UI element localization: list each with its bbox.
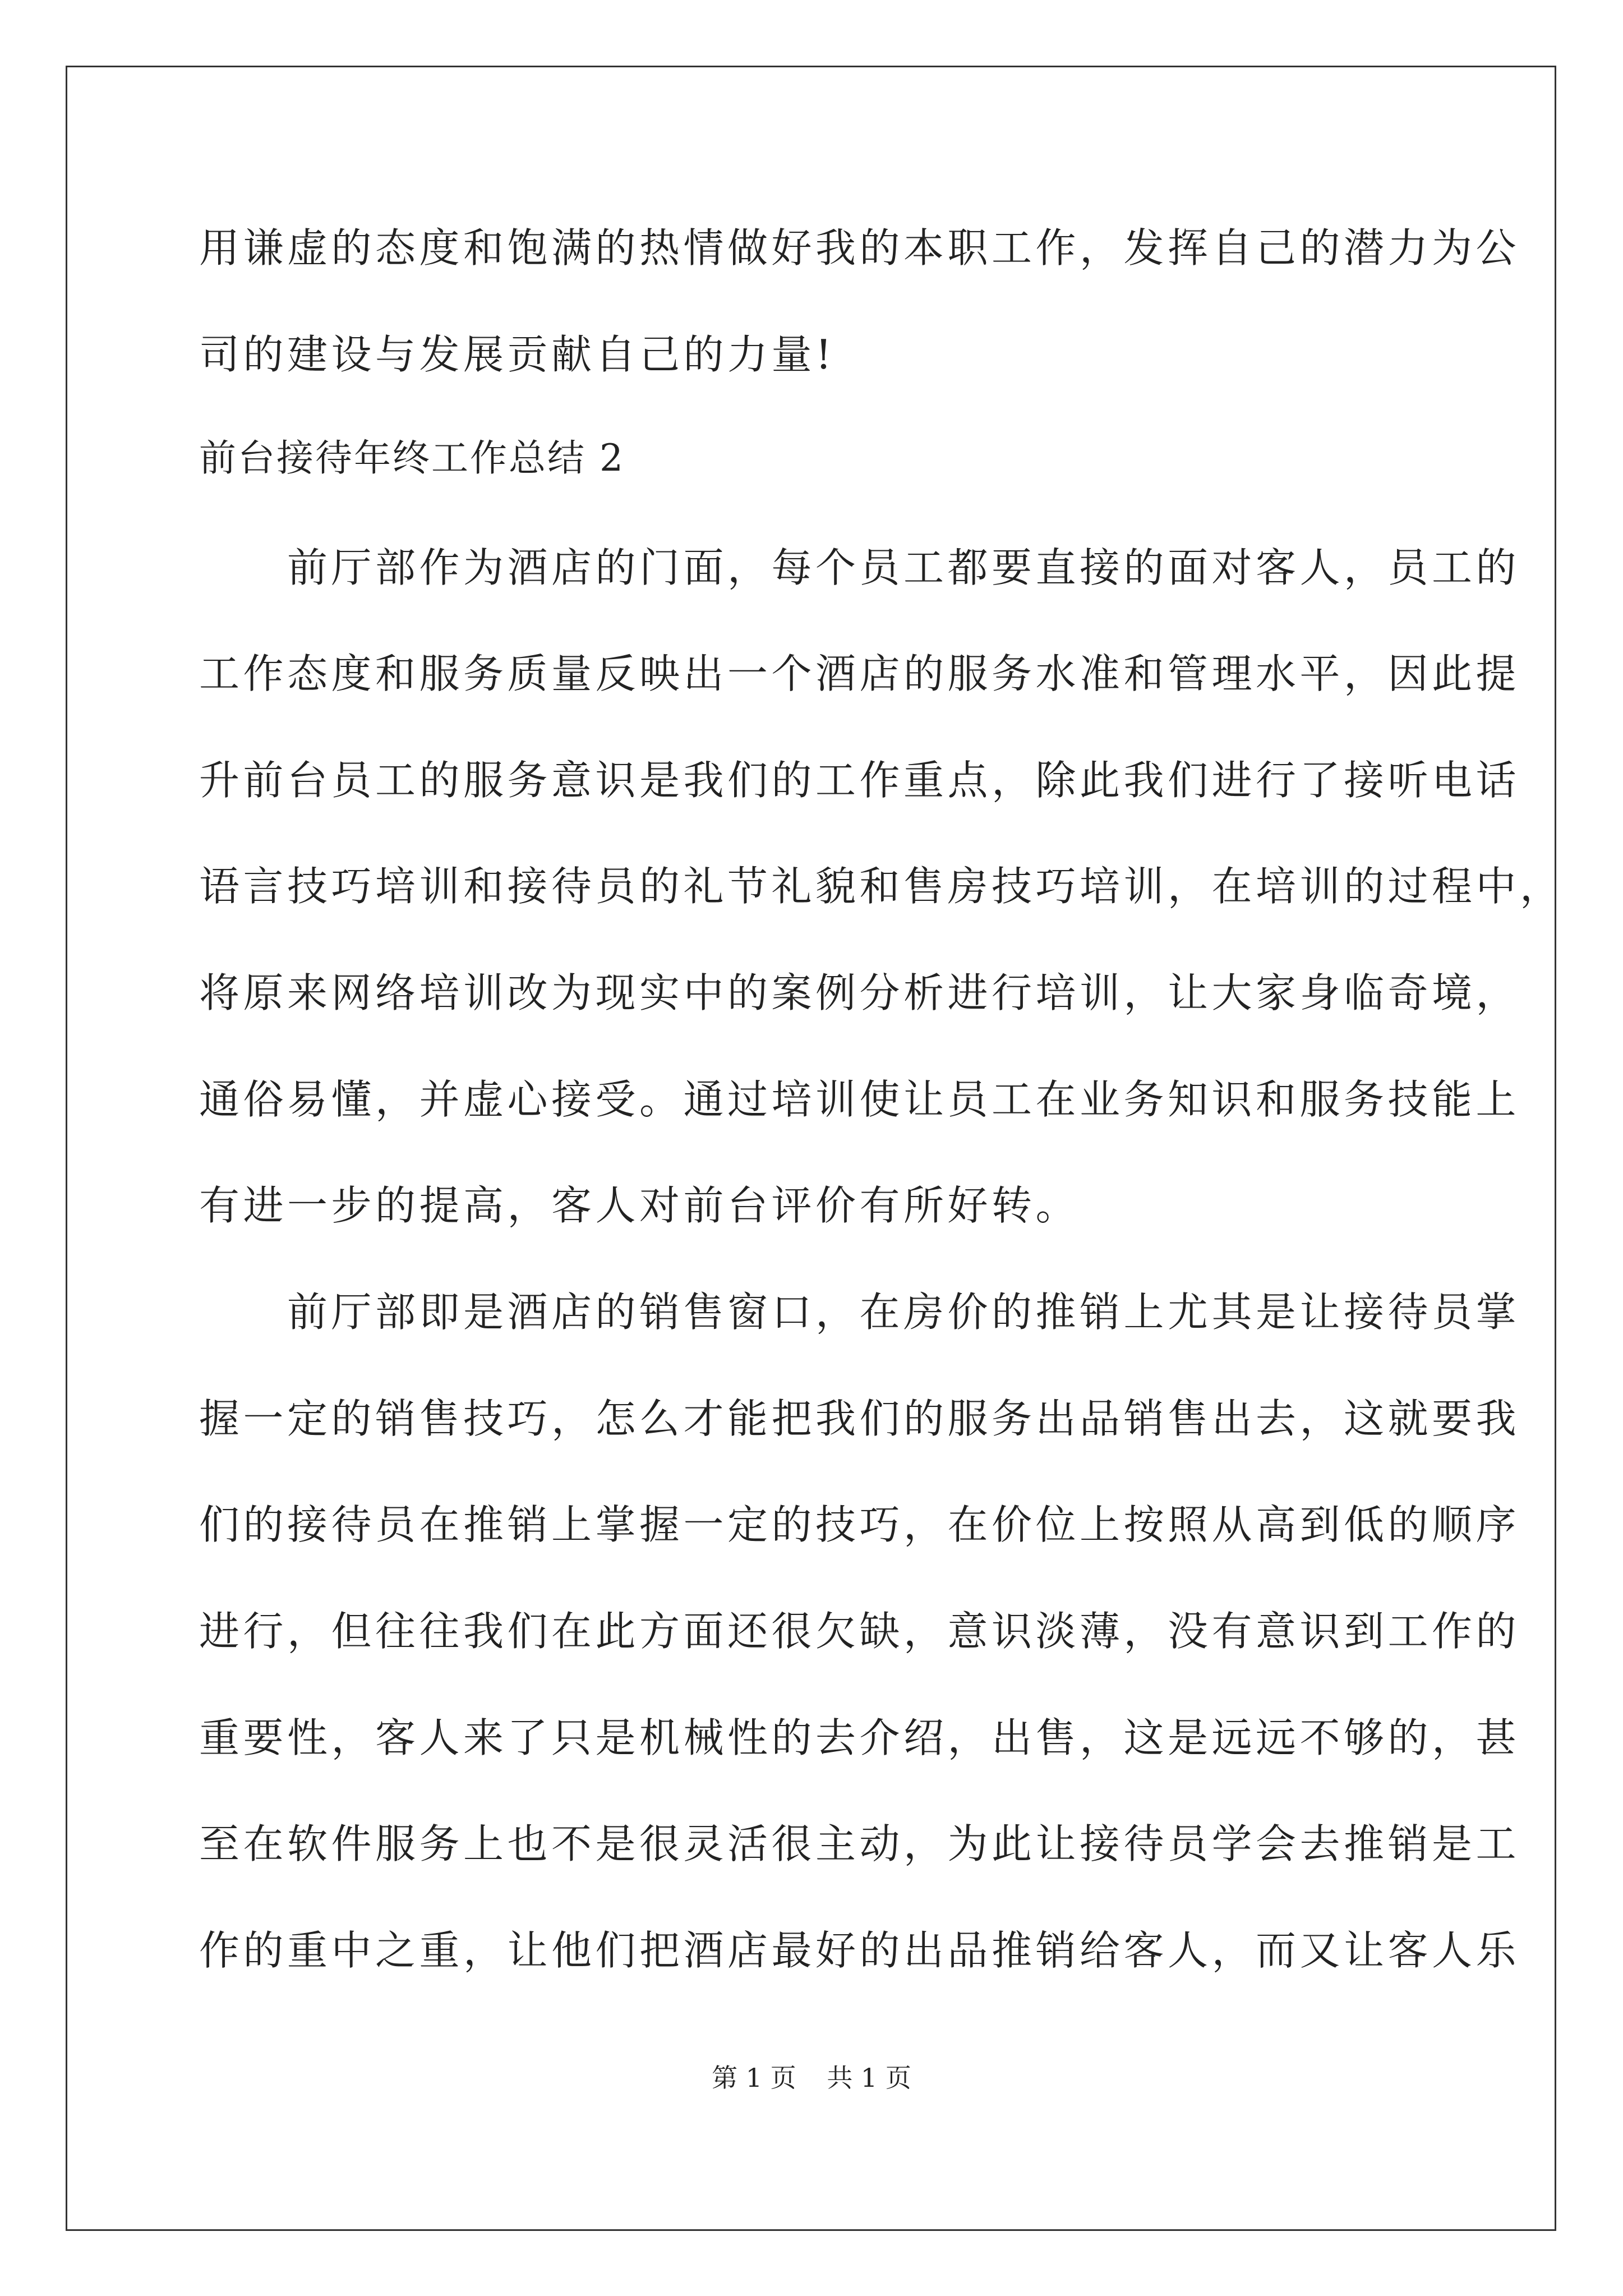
paragraph-line: 重要性，客人来了只是机械性的去介绍，出售，这是远远不够的，甚 bbox=[199, 1714, 1520, 1761]
paragraph-line: 将原来网络培训改为现实中的案例分析进行培训，让大家身临奇境， bbox=[199, 969, 1520, 1016]
paragraph-line: 进行，但往往我们在此方面还很欠缺，意识淡薄，没有意识到工作的 bbox=[199, 1608, 1520, 1655]
paragraph-line: 有进一步的提高，客人对前台评价有所好转。 bbox=[199, 1182, 1080, 1229]
paragraph-line: 通俗易懂，并虚心接受。通过培训使让员工在业务知识和服务技能上 bbox=[199, 1076, 1520, 1123]
page-border bbox=[66, 66, 1556, 2231]
paragraph-line: 握一定的销售技巧，怎么才能把我们的服务出品销售出去，这就要我 bbox=[199, 1395, 1520, 1442]
paragraph-line: 至在软件服务上也不是很灵活很主动，为此让接待员学会去推销是工 bbox=[199, 1820, 1520, 1867]
page-footer bbox=[0, 2061, 1623, 2095]
paragraph-line: 前厅部即是酒店的销售窗口，在房价的推销上尤其是让接待员掌 bbox=[199, 1289, 1520, 1336]
paragraph-line: 工作态度和服务质量反映出一个酒店的服务水准和管理水平，因此提 bbox=[199, 650, 1520, 697]
paragraph-line: 用谦虚的态度和饱满的热情做好我的本职工作，发挥自己的潜力为公 bbox=[199, 224, 1520, 272]
paragraph-line: 升前台员工的服务意识是我们的工作重点，除此我们进行了接听电话 bbox=[199, 757, 1520, 804]
page-number: 第 1 页 bbox=[712, 2063, 796, 2093]
paragraph-line: 语言技巧培训和接待员的礼节礼貌和售房技巧培训，在培训的过程中， bbox=[199, 863, 1564, 910]
paragraph-line: 司的建设与发展贡献自己的力量! bbox=[199, 331, 836, 378]
paragraph-line: 们的接待员在推销上掌握一定的技巧，在价位上按照从高到低的顺序 bbox=[199, 1501, 1520, 1548]
paragraph-line: 作的重中之重，让他们把酒店最好的出品推销给客人，而又让客人乐 bbox=[199, 1927, 1520, 1974]
paragraph-line: 前厅部作为酒店的门面，每个员工都要直接的面对客人，员工的 bbox=[199, 544, 1520, 591]
page-total: 共 1 页 bbox=[827, 2063, 911, 2093]
section-heading: 前台接待年终工作总结 2 bbox=[199, 436, 625, 480]
